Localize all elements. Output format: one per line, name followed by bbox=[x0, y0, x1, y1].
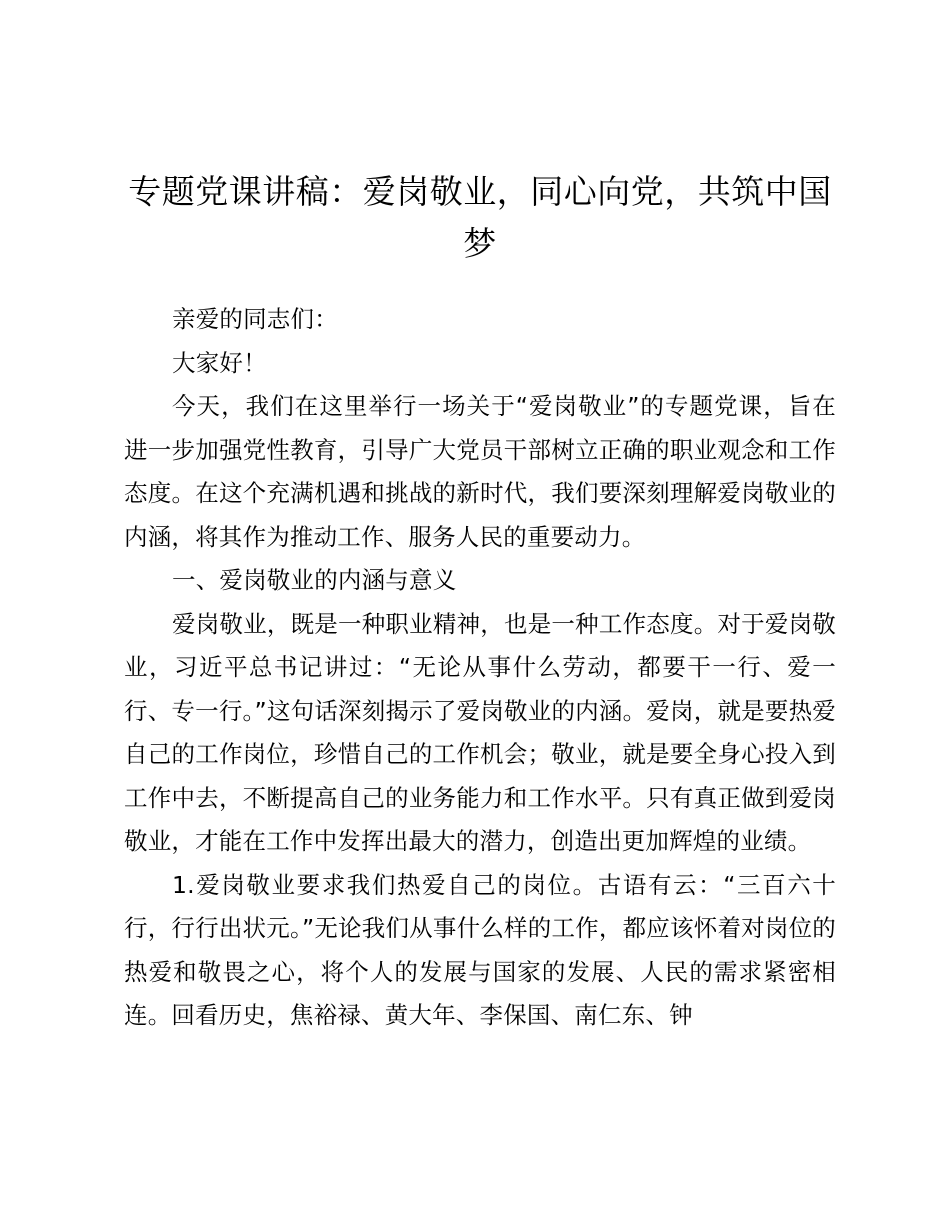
section-heading-1: 一、爱岗敬业的内涵与意义 bbox=[172, 566, 457, 594]
document-content bbox=[124, 166, 836, 1038]
body-paragraph: 1.爱岗敬业要求我们热爱自己的岗位。古语有云：“三百六十行，行行出状元。”无论我们从事什么样的工作，都应该怀着对岗位的热爱和敬畏之心，将个人的发展与国家的发展、人民的需求紧密相连。回看历史，焦裕禄、黄大年、李保国、南仁东、钟 bbox=[124, 870, 836, 1029]
intro-paragraph: 今天，我们在这里举行一场关于“爱岗敬业”的专题党课，旨在进一步加强党性教育，引导广大党员干部树立正确的职业观念和工作态度。在这个充满机遇和挑战的新时代，我们要深刻理解爱岗敬业的内涵，将其作为推动工作、服务人民的重要动力。 bbox=[124, 392, 836, 551]
body-paragraph: 爱岗敬业，既是一种职业精神，也是一种工作态度。对于爱岗敬业，习近平总书记讲过：“无论从事什么劳动，都要干一行、爱一行、专一行。”这句话深刻揭示了爱岗敬业的内涵。爱岗，就是要热爱自己的工作岗位，珍惜自己的工作机会；敬业，就是要全身心投入到工作中去，不断提高自己的业务能力和工作水平。只有真正做到爱岗敬业，才能在工作中发挥出最大的潜力，创造出更加辉煌的业绩。 bbox=[124, 609, 836, 855]
document-body bbox=[124, 298, 836, 1038]
salutation: 亲爱的同志们： bbox=[172, 305, 338, 333]
document-title: 专题党课讲稿：爱岗敬业，同心向党，共筑中国梦 bbox=[128, 172, 832, 263]
greeting: 大家好！ bbox=[172, 348, 267, 377]
